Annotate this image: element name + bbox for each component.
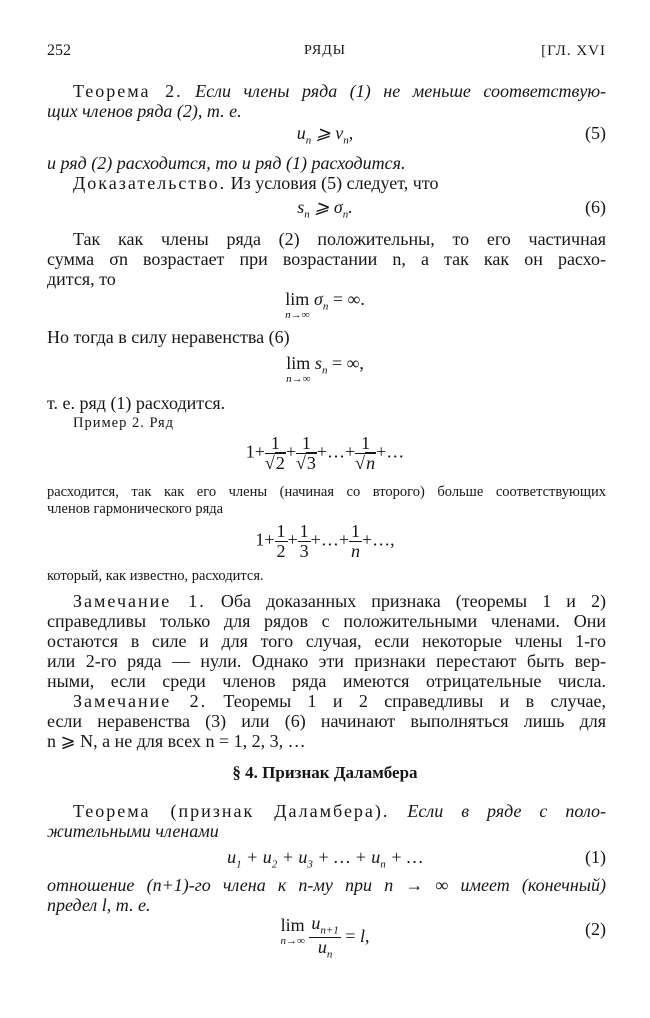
theorem2-line3: и ряд (2) расходится, то и ряд (1) расходится. [47,153,406,173]
limit-sigma: lim n→∞ $\sigma_n$ = ∞. [285,289,365,321]
series-u-number: (1) [585,847,606,867]
remark1-label: Замечание 1. [73,591,206,611]
proof-line1: Доказательство. Из условия (5) следует, что [73,173,439,193]
theorem2-line2: щих членов ряда (2), т. е. [47,101,242,121]
chapter-label: [ГЛ. XVI [541,43,606,59]
remark2-line1: Замечание 2. Теоремы 1 и 2 справедливы и в случае, [73,691,606,711]
limit-ratio: lim n→∞ $\frac{u_{n+1}}{u_n}$ = l, [280,913,370,961]
limit-s: lim n→∞ $s_n$ = ∞, [286,353,364,385]
dalembert-line1: Теорема (признак Даламбера). Если в ряде с поло- [73,801,607,821]
remark1-line2: справедливы только для рядов с положительными членами. Они [47,611,606,631]
proof-p1-line1: Так как члены ряда (2) положительны, то его частичная [73,229,606,249]
limit-ratio-number: (2) [585,919,606,939]
series-sqrt: 1+ $\frac{1}{√2}$ + $\frac{1}{√3}$ +…+ $\frac{1}{√n}$ +… [245,433,405,473]
proof-p1-line3: дится, то [47,269,116,289]
remark1-line5: ными, если среди членов ряда имеются отрицательные числа. [47,671,606,691]
proof-p1-line2: сумма σn возрастает при возрастании n, а так как он расхо- [47,249,606,269]
theorem2-line1: Теорема 2. Если члены ряда (1) не меньше соответствую- [73,81,606,101]
formula-6: $s_n$ ⩾ $\sigma_n$. [297,197,353,221]
theorem2-label: Теорема 2. [73,81,183,101]
formula-6-number: (6) [585,197,606,217]
remark2-line2: если неравенства (3) или (6) начинают выполняться лишь для [47,711,606,731]
example2-label: Пример 2. [73,415,145,431]
proof-p2: Но тогда в силу неравенства (6) [47,327,290,347]
formula-5-number: (5) [585,123,606,143]
example2-line: Пример 2. Ряд [73,415,175,431]
remark2-label: Замечание 2. [73,691,208,711]
dalembert-line2: жительными членами [47,821,219,841]
dalembert-line3: отношение (n+1)-го члена к n-му при n → ∞ имеет (конечный) [47,875,606,895]
remark2-line3: n ⩾ N, а не для всех n = 1, 2, 3, … [47,731,306,751]
dalembert-label: Теорема (признак Даламбера). [73,801,390,821]
example2-line1: расходится, так как его члены (начиная со второго) больше соответствующих [47,484,606,500]
dalembert-line4: предел l, т. е. [47,895,151,915]
series-u: $u_1 + u_2 + u_3$ + … + $u_n$ + … [227,847,423,871]
example2-line3: который, как известно, расходится. [47,568,264,584]
harmonic-series: 1+ $\frac{1}{2}$ + $\frac{1}{3}$ +…+ $\frac{1}{n}$ +…, [255,521,395,561]
page-number: 252 [47,42,71,59]
formula-5: $u_n$ ⩾ $v_n$, [296,123,354,147]
example2-line2: членов гармонического ряда [47,501,224,517]
remark1-line1: Замечание 1. Оба доказанных признака (теоремы 1 и 2) [73,591,606,611]
section-title: § 4. Признак Даламбера [232,763,418,782]
running-title: РЯДЫ [303,43,346,58]
remark1-line3: остаются в силе и для того случая, если некоторые члены 1-го [47,631,606,651]
remark1-line4: или 2-го ряда — нули. Однако эти признаки перестают быть вер- [47,651,606,671]
proof-p3: т. е. ряд (1) расходится. [47,393,226,413]
proof-label: Доказательство. [73,173,227,193]
